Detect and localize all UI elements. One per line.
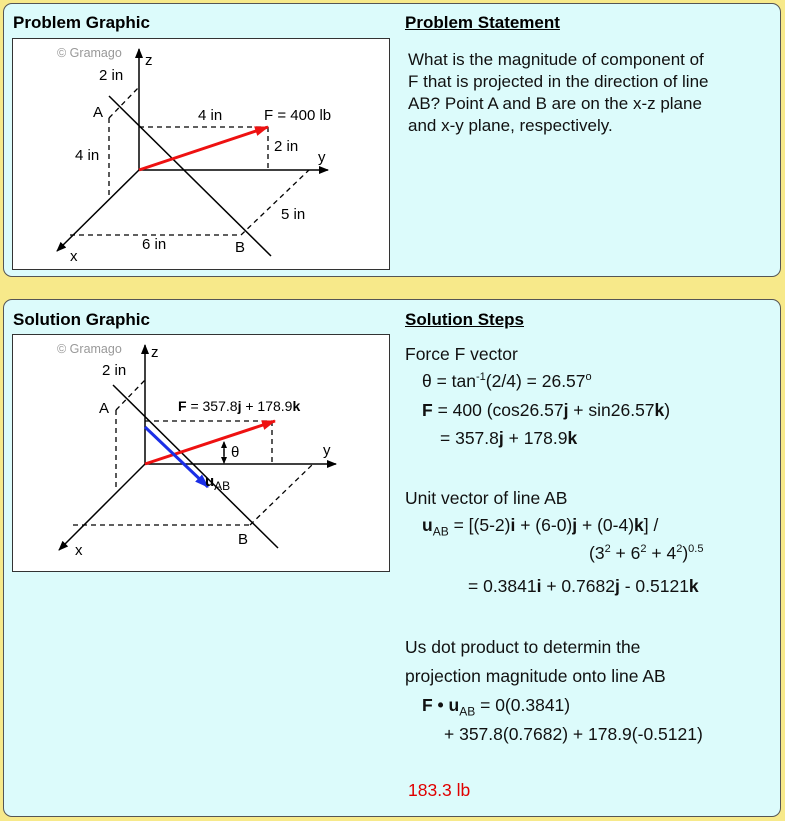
x-label: x <box>70 248 78 265</box>
step-unit-numerator: $u_{AB} = [(5-2)i + (6-0)j + (0-4)k]$ / <box>422 515 659 539</box>
y-label: y <box>323 442 331 459</box>
step-unit-denominator: $(3^2 + 6^2 + 4^2)^{0.5}$ <box>589 543 704 563</box>
step-dot-line-1: F • $u_{AB} = 0(0.3841)$ <box>422 695 571 719</box>
statement-line: What is the magnitude of component of <box>408 50 704 69</box>
point-b-label: B <box>235 239 246 256</box>
dim-4in-vert: 4 in <box>75 147 100 164</box>
z-label: z <box>145 52 153 69</box>
solution-graphic-title: Solution Graphic <box>13 310 150 329</box>
x-axis <box>59 464 145 550</box>
unit-vector-ab <box>145 427 208 487</box>
point-a-label: A <box>99 400 110 417</box>
statement-line: F that is projected in the direction of line <box>408 72 709 91</box>
step-unit-result: = 0.3841i + 0.7682j - 0.5121k <box>468 576 699 596</box>
point-b-label: B <box>238 531 249 548</box>
answer: 183.3 lb <box>408 780 471 800</box>
dim-5in: 5 in <box>281 206 306 223</box>
dim-6in: 6 in <box>142 236 167 253</box>
z-label: z <box>151 344 159 361</box>
statement-line: AB? Point A and B are on the x-z plane <box>408 94 702 113</box>
dim-4in-horiz: 4 in <box>198 107 223 124</box>
watermark: © Gramago <box>57 342 122 356</box>
x-axis <box>57 170 139 251</box>
statement-line: and x-y plane, respectively. <box>408 116 613 135</box>
y-label: y <box>318 149 326 166</box>
step-dot-line-2: + 357.8(0.7682) + 178.9(-0.5121) <box>444 724 703 744</box>
theta-label: θ <box>231 444 240 461</box>
problem-diagram <box>12 38 390 270</box>
dim-2in-side: 2 in <box>274 138 299 155</box>
force-label: F = 400 lb <box>264 107 332 124</box>
problem-panel <box>3 3 781 277</box>
problem-graphic-title: Problem Graphic <box>13 13 150 32</box>
step-unit-heading: Unit vector of line AB <box>405 488 568 508</box>
point-a-label: A <box>93 104 104 121</box>
step-dot-heading-2: projection magnitude onto line AB <box>405 666 666 686</box>
force-vector <box>145 421 275 464</box>
solution-steps-title: Solution Steps <box>405 310 524 329</box>
solution-panel <box>3 299 781 817</box>
step-dot-heading-1: Us dot product to determin the <box>405 637 641 657</box>
step-force-components: = 357.8j + 178.9k <box>440 428 578 448</box>
step-force-heading: Force F vector <box>405 344 518 364</box>
watermark: © Gramago <box>57 46 122 60</box>
solution-diagram <box>12 334 390 572</box>
dim-2in-top: 2 in <box>99 67 124 84</box>
problem-statement-title: Problem Statement <box>405 13 560 32</box>
dim-2in: 2 in <box>102 362 127 379</box>
force-vector <box>139 127 268 170</box>
x-label: x <box>75 542 83 559</box>
step-force-polar: F = 400 (cos26.57j + sin26.57k) <box>422 400 671 420</box>
problem-statement <box>408 49 768 137</box>
unit-vector-label: $u_{AB}$ <box>205 473 231 493</box>
force-vector-label: F = 357.8j + 178.9k <box>178 398 301 414</box>
step-theta: $\theta = \tan^{-1}(2/4) = 26.57^o$ <box>422 371 592 391</box>
